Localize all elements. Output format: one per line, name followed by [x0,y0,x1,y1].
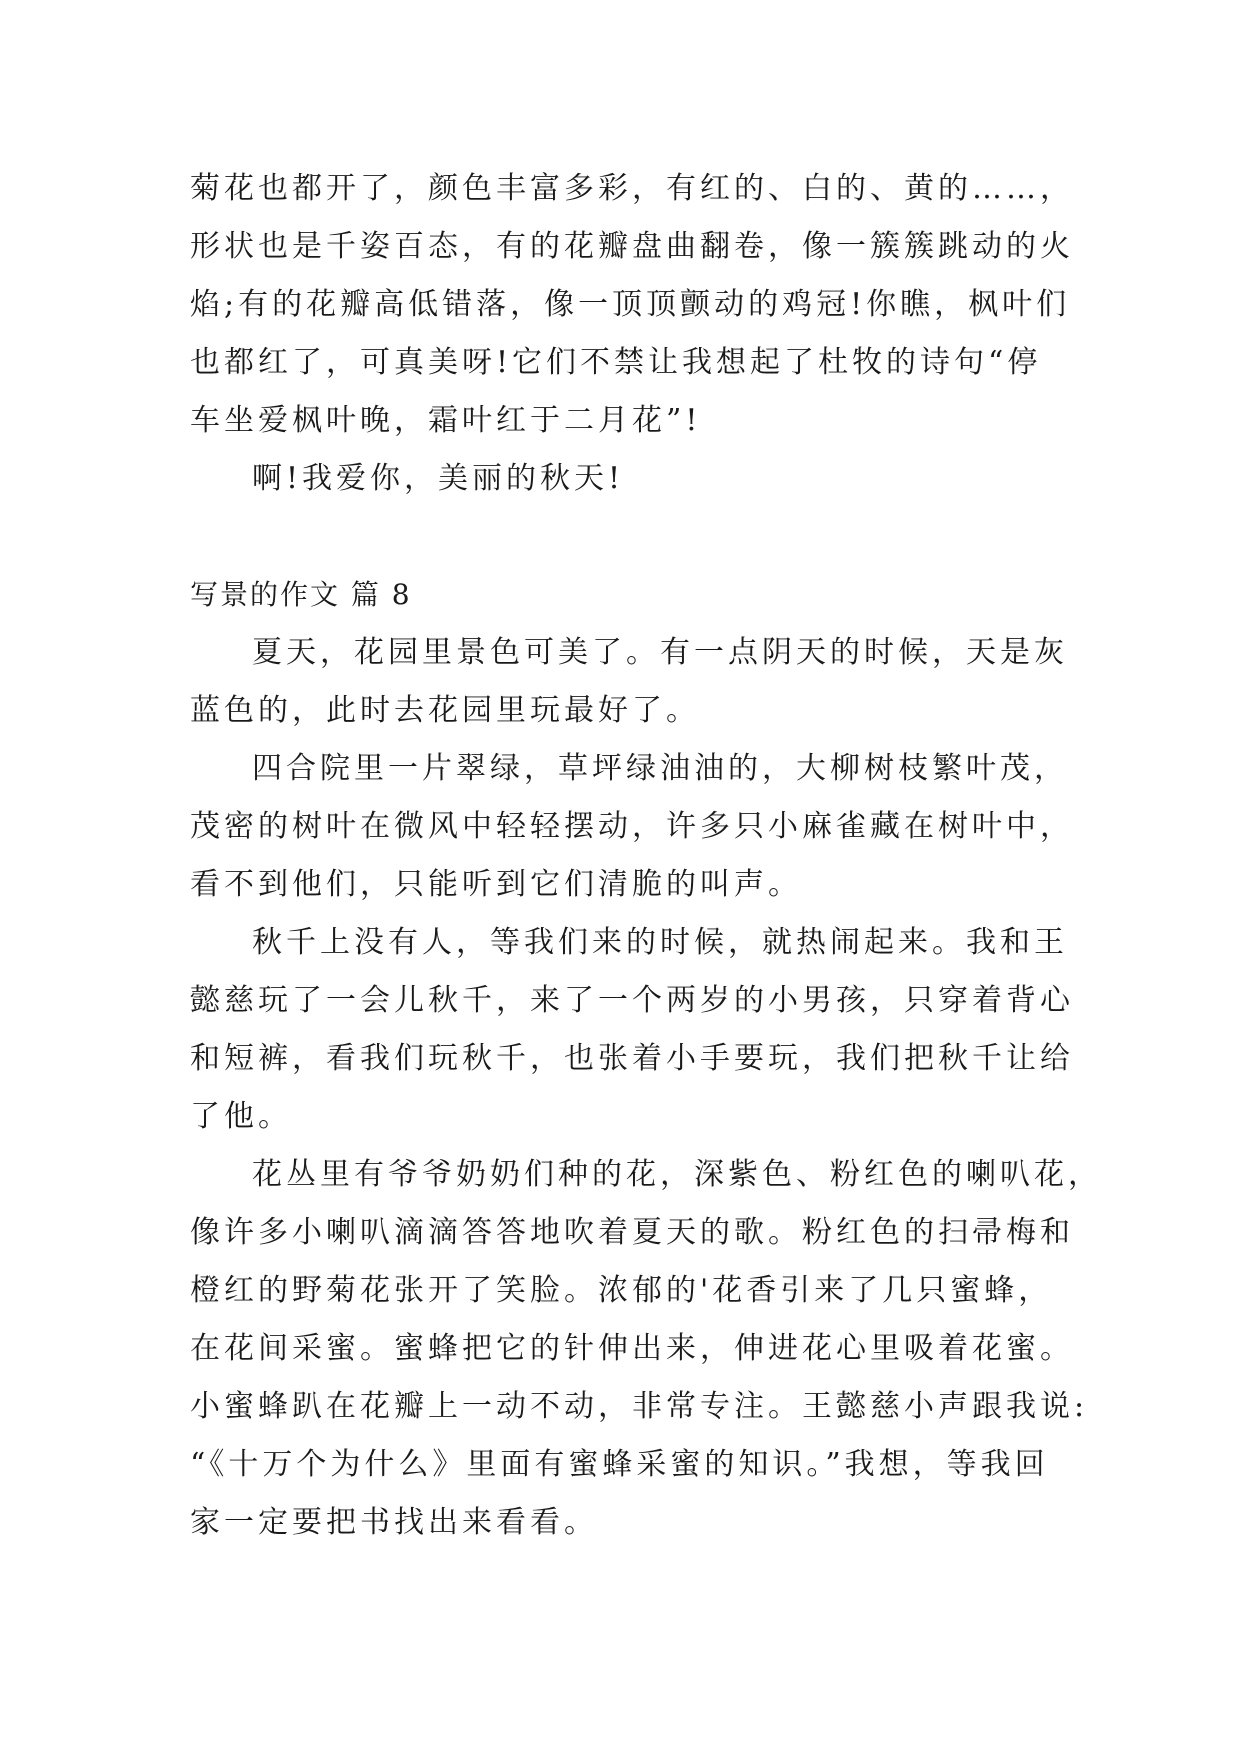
text-line: 四合院里一片翠绿，草坪绿油油的，大柳树枝繁叶茂， [252,751,1068,786]
text-line: 形状也是千姿百态，有的花瓣盘曲翻卷，像一簇簇跳动的火 [190,229,1074,264]
section-heading: 写景的作文 篇 8 [190,578,412,611]
text-line: 花丛里有爷爷奶奶们种的花，深紫色、粉红色的喇叭花， [252,1157,1102,1192]
text-line: 和短裤，看我们玩秋千，也张着小手要玩，我们把秋千让给 [190,1041,1074,1076]
document-page [190,160,1102,1552]
text-line: 焰;有的花瓣高低错落，像一顶顶颤动的鸡冠!你瞧，枫叶们 [190,287,1071,322]
text-line: 也都红了，可真美呀!它们不禁让我想起了杜牧的诗句“停 [190,345,1042,380]
text-line: 家一定要把书找出来看看。 [190,1505,598,1540]
text-line: 菊花也都开了，颜色丰富多彩，有红的、白的、黄的……， [190,171,1074,206]
text-line: 小蜜蜂趴在花瓣上一动不动，非常专注。王懿慈小声跟我说: [190,1389,1089,1424]
text-line: 啊!我爱你，美丽的秋天! [252,461,625,496]
text-line: 茂密的树叶在微风中轻轻摆动，许多只小麻雀藏在树叶中， [190,809,1074,844]
text-line: 夏天，花园里景色可美了。有一点阴天的时候，天是灰 [252,635,1068,670]
text-line: 橙红的野菊花张开了笑脸。浓郁的'花香引来了几只蜜蜂， [190,1273,1053,1308]
text-line: “《十万个为什么》里面有蜜蜂采蜜的知识。”我想，等我回 [190,1447,1049,1482]
text-line: 秋千上没有人，等我们来的时候，就热闹起来。我和王 [252,925,1068,960]
text-line: 看不到他们，只能听到它们清脆的叫声。 [190,867,802,902]
text-line: 懿慈玩了一会儿秋千，来了一个两岁的小男孩，只穿着背心 [190,983,1074,1018]
text-line: 像许多小喇叭滴滴答答地吹着夏天的歌。粉红色的扫帚梅和 [190,1215,1074,1250]
paragraph-gap [190,508,1052,566]
text-line: 蓝色的，此时去花园里玩最好了。 [190,693,700,728]
text-line: 了他。 [190,1099,292,1134]
text-line: 在花间采蜜。蜜蜂把它的针伸出来，伸进花心里吸着花蜜。 [190,1331,1074,1366]
text-line: 车坐爱枫叶晚，霜叶红于二月花”! [190,403,702,438]
